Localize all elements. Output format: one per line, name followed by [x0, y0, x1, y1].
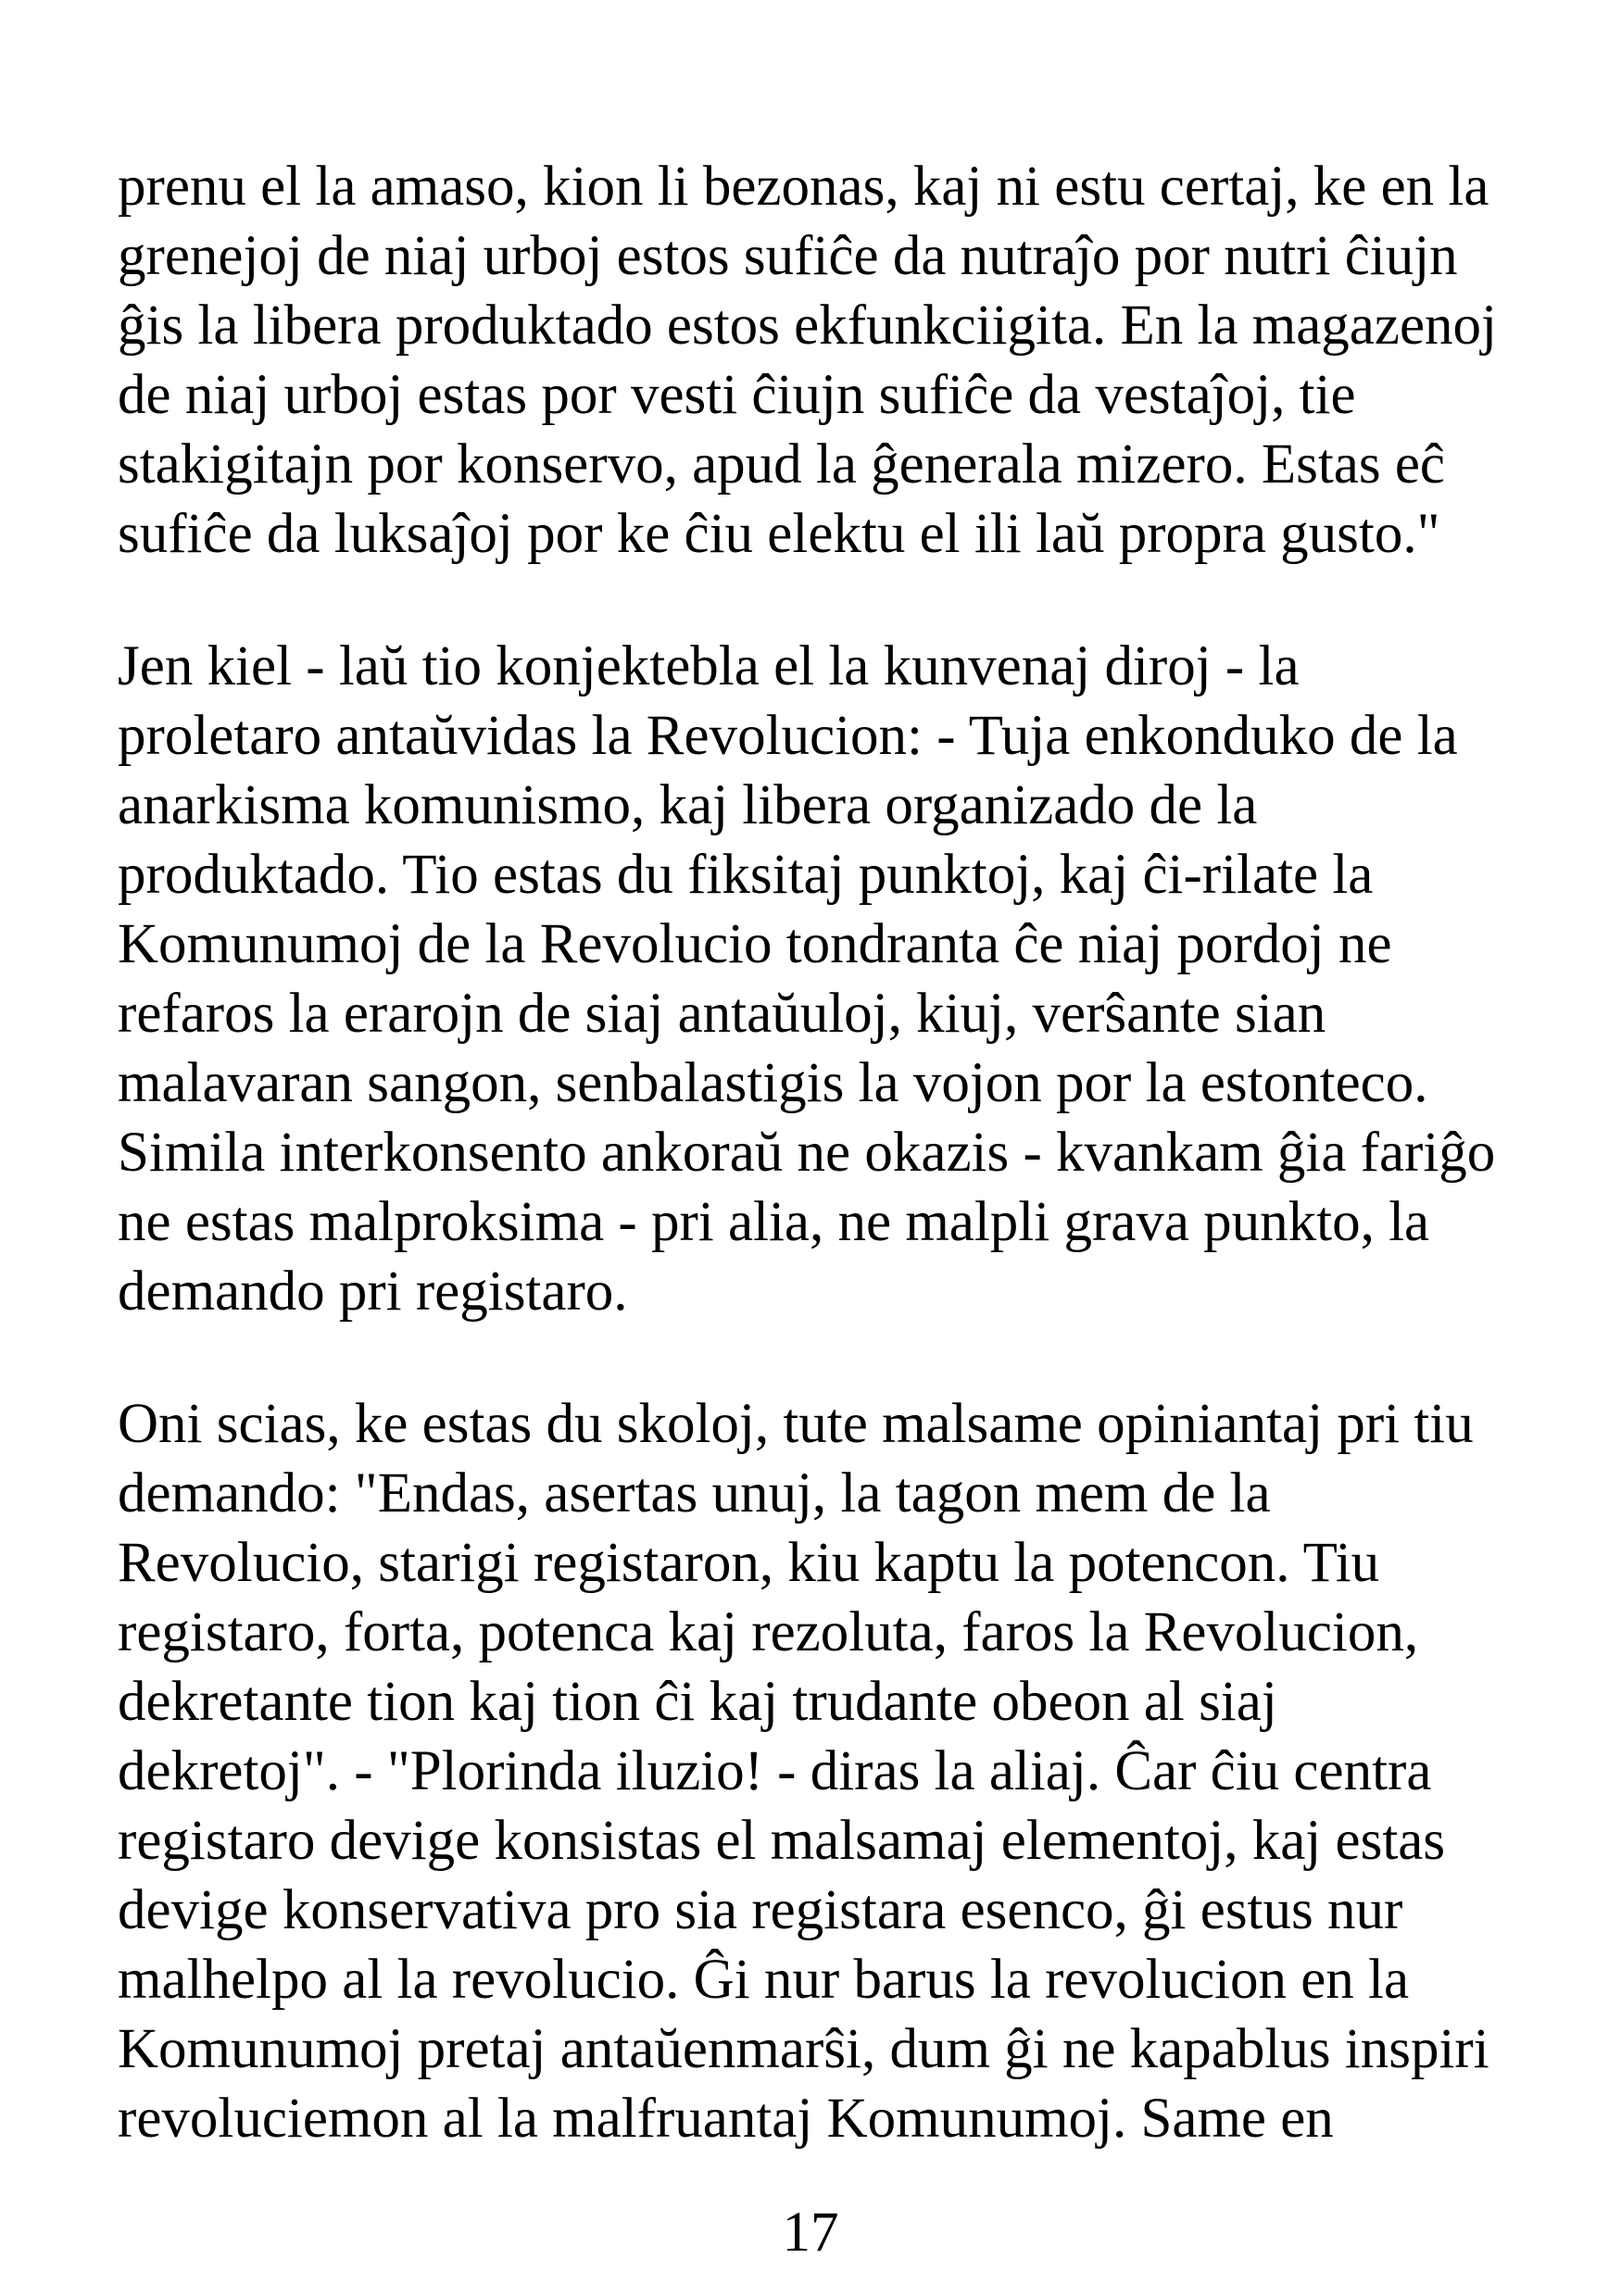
paragraph [118, 1389, 1621, 2153]
page-number: 17 [782, 2202, 839, 2264]
text-line: stakigitajn por konservo, apud la ĝenerala mizero. Estas eĉ [118, 433, 1445, 496]
text-line: malavaran sangon, senbalastigis la vojon por la estonteco. [118, 1052, 1428, 1114]
text-line: grenejoj de niaj urboj estos sufiĉe da nutraĵo por nutri ĉiujn [118, 225, 1458, 287]
text-line: Oni scias, ke estas du skoloj, tute malsame opiniantaj pri tiu [118, 1393, 1474, 1455]
text-line: devige konservativa pro sia registara esenco, ĝi estus nur [118, 1879, 1403, 1941]
text-line: proletaro antaŭvidas la Revolucion: - Tuja enkonduko de la [118, 705, 1458, 767]
text-line: malhelpo al la revolucio. Ĝi nur barus la revolucion en la [118, 1949, 1410, 2011]
text-line: registaro devige konsistas el malsamaj elementoj, kaj estas [118, 1810, 1446, 1872]
text-line: anarkisma komunismo, kaj libera organizado de la [118, 774, 1258, 836]
text-line: refaros la erarojn de siaj antaŭuloj, kiuj, verŝante sian [118, 983, 1326, 1045]
page-footer [0, 2198, 1621, 2267]
text-line: registaro, forta, potenca kaj rezoluta, faros la Revolucion, [118, 1601, 1419, 1663]
paragraph [118, 632, 1621, 1326]
text-line: demando pri registaro. [118, 1261, 628, 1323]
text-line: prenu el la amaso, kion li bezonas, kaj ni estu certaj, ke en la [118, 156, 1489, 218]
text-line: dekretante tion kaj tion ĉi kaj trudante obeon al siaj [118, 1671, 1277, 1733]
text-line: de niaj urboj estas por vesti ĉiujn sufiĉe da vestaĵoj, tie [118, 364, 1356, 426]
text-line: Jen kiel - laŭ tio konjektebla el la kunvenaj diroj - la [118, 635, 1300, 697]
paragraph [118, 152, 1621, 569]
text-line: produktado. Tio estas du fiksitaj punktoj, kaj ĉi-rilate la [118, 844, 1374, 906]
text-line: ne estas malproksima - pri alia, ne malpli grava punkto, la [118, 1191, 1430, 1253]
text-line: revoluciemon al la malfruantaj Komunumoj. Same en [118, 2088, 1334, 2150]
text-line: sufiĉe da luksaĵoj por ke ĉiu elektu el ili laŭ propra gusto." [118, 503, 1440, 565]
page-text [118, 152, 1621, 2153]
text-line: Komunumoj pretaj antaŭenmarŝi, dum ĝi ne kapablus inspiri [118, 2018, 1489, 2080]
text-line: Komunumoj de la Revolucio tondranta ĉe niaj pordoj ne [118, 913, 1392, 975]
text-line: Revolucio, starigi registaron, kiu kaptu la potencon. Tiu [118, 1532, 1380, 1594]
text-line: dekretoj". - "Plorinda iluzio! - diras la aliaj. Ĉar ĉiu centra [118, 1740, 1432, 1802]
text-line: ĝis la libera produktado estos ekfunkciigita. En la magazenoj [118, 295, 1497, 357]
text-line: demando: "Endas, asertas unuj, la tagon mem de la [118, 1462, 1271, 1524]
text-line: Simila interkonsento ankoraŭ ne okazis - kvankam ĝia fariĝo [118, 1122, 1496, 1184]
